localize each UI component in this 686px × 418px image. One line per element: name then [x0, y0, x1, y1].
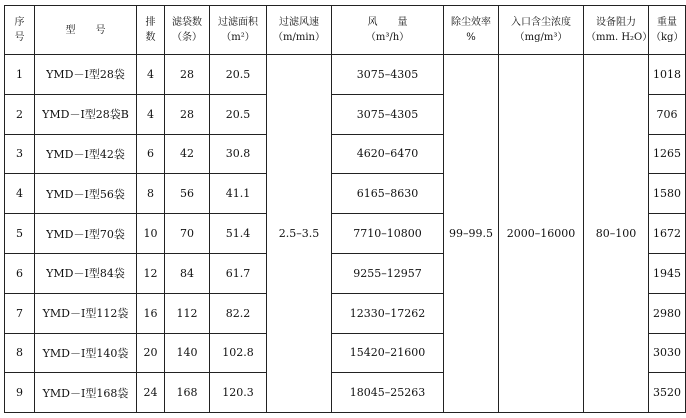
cell-no: 3: [5, 134, 35, 174]
cell-area: 30.8: [210, 134, 267, 174]
cell-model: YMD－Ⅰ型28袋: [35, 55, 137, 95]
cell-bags: 42: [165, 134, 210, 174]
cell-bags: 28: [165, 94, 210, 134]
cell-rows: 24: [137, 373, 165, 413]
cell-area: 61.7: [210, 253, 267, 293]
header-bags: 滤袋数 （条）: [165, 6, 210, 55]
cell-model: YMD－Ⅰ型28袋B: [35, 94, 137, 134]
cell-model: YMD－Ⅰ型140袋: [35, 333, 137, 373]
cell-rows: 8: [137, 174, 165, 214]
cell-area: 120.3: [210, 373, 267, 413]
cell-no: 8: [5, 333, 35, 373]
cell-area: 41.1: [210, 174, 267, 214]
cell-area: 20.5: [210, 55, 267, 95]
cell-airflow: 18045–25263: [332, 373, 444, 413]
header-airflow: 风 量 （m³/h）: [332, 6, 444, 55]
cell-area: 51.4: [210, 214, 267, 254]
cell-no: 7: [5, 293, 35, 333]
cell-efficiency-shared: 99–99.5: [444, 55, 499, 413]
cell-bags: 140: [165, 333, 210, 373]
cell-no: 1: [5, 55, 35, 95]
cell-bags: 56: [165, 174, 210, 214]
header-inlet-dust: 入口含尘浓度 （mg/m³）: [499, 6, 584, 55]
cell-airflow: 3075–4305: [332, 94, 444, 134]
cell-airflow: 12330–17262: [332, 293, 444, 333]
header-weight: 重量 （kg）: [649, 6, 686, 55]
cell-no: 5: [5, 214, 35, 254]
header-speed: 过滤风速 （m/min）: [267, 6, 332, 55]
cell-bags: 84: [165, 253, 210, 293]
cell-no: 2: [5, 94, 35, 134]
cell-airflow: 9255–12957: [332, 253, 444, 293]
header-efficiency: 除尘效率 %: [444, 6, 499, 55]
cell-weight: 1265: [649, 134, 686, 174]
cell-model: YMD－Ⅰ型70袋: [35, 214, 137, 254]
cell-area: 82.2: [210, 293, 267, 333]
cell-bags: 70: [165, 214, 210, 254]
header-seq: 序 号: [5, 6, 35, 55]
cell-weight: 1945: [649, 253, 686, 293]
cell-model: YMD－Ⅰ型56袋: [35, 174, 137, 214]
cell-area: 102.8: [210, 333, 267, 373]
cell-area: 20.5: [210, 94, 267, 134]
cell-weight: 3030: [649, 333, 686, 373]
cell-bags: 112: [165, 293, 210, 333]
cell-rows: 16: [137, 293, 165, 333]
cell-no: 4: [5, 174, 35, 214]
cell-bags: 168: [165, 373, 210, 413]
cell-weight: 1672: [649, 214, 686, 254]
cell-rows: 4: [137, 94, 165, 134]
cell-weight: 3520: [649, 373, 686, 413]
header-row: [5, 6, 686, 55]
cell-resistance-shared: 80–100: [584, 55, 649, 413]
header-area: 过滤面积 （m²）: [210, 6, 267, 55]
cell-bags: 28: [165, 55, 210, 95]
cell-model: YMD－Ⅰ型42袋: [35, 134, 137, 174]
cell-rows: 20: [137, 333, 165, 373]
cell-airflow: 7710–10800: [332, 214, 444, 254]
cell-model: YMD－Ⅰ型84袋: [35, 253, 137, 293]
cell-airflow: 6165–8630: [332, 174, 444, 214]
cell-airflow: 4620–6470: [332, 134, 444, 174]
cell-weight: 1018: [649, 55, 686, 95]
cell-speed-shared: 2.5–3.5: [267, 55, 332, 413]
header-rows: 排 数: [137, 6, 165, 55]
cell-rows: 12: [137, 253, 165, 293]
spec-table: [4, 5, 686, 413]
cell-no: 9: [5, 373, 35, 413]
table-row: [5, 55, 686, 95]
cell-model: YMD－Ⅰ型112袋: [35, 293, 137, 333]
header-model: 型 号: [35, 6, 137, 55]
cell-airflow: 3075–4305: [332, 55, 444, 95]
cell-weight: 706: [649, 94, 686, 134]
cell-rows: 4: [137, 55, 165, 95]
cell-airflow: 15420–21600: [332, 333, 444, 373]
cell-model: YMD－Ⅰ型168袋: [35, 373, 137, 413]
cell-rows: 10: [137, 214, 165, 254]
cell-no: 6: [5, 253, 35, 293]
cell-inlet-dust-shared: 2000–16000: [499, 55, 584, 413]
header-resistance: 设备阻力 （mm. H₂O）: [584, 6, 649, 55]
cell-rows: 6: [137, 134, 165, 174]
cell-weight: 2980: [649, 293, 686, 333]
cell-weight: 1580: [649, 174, 686, 214]
